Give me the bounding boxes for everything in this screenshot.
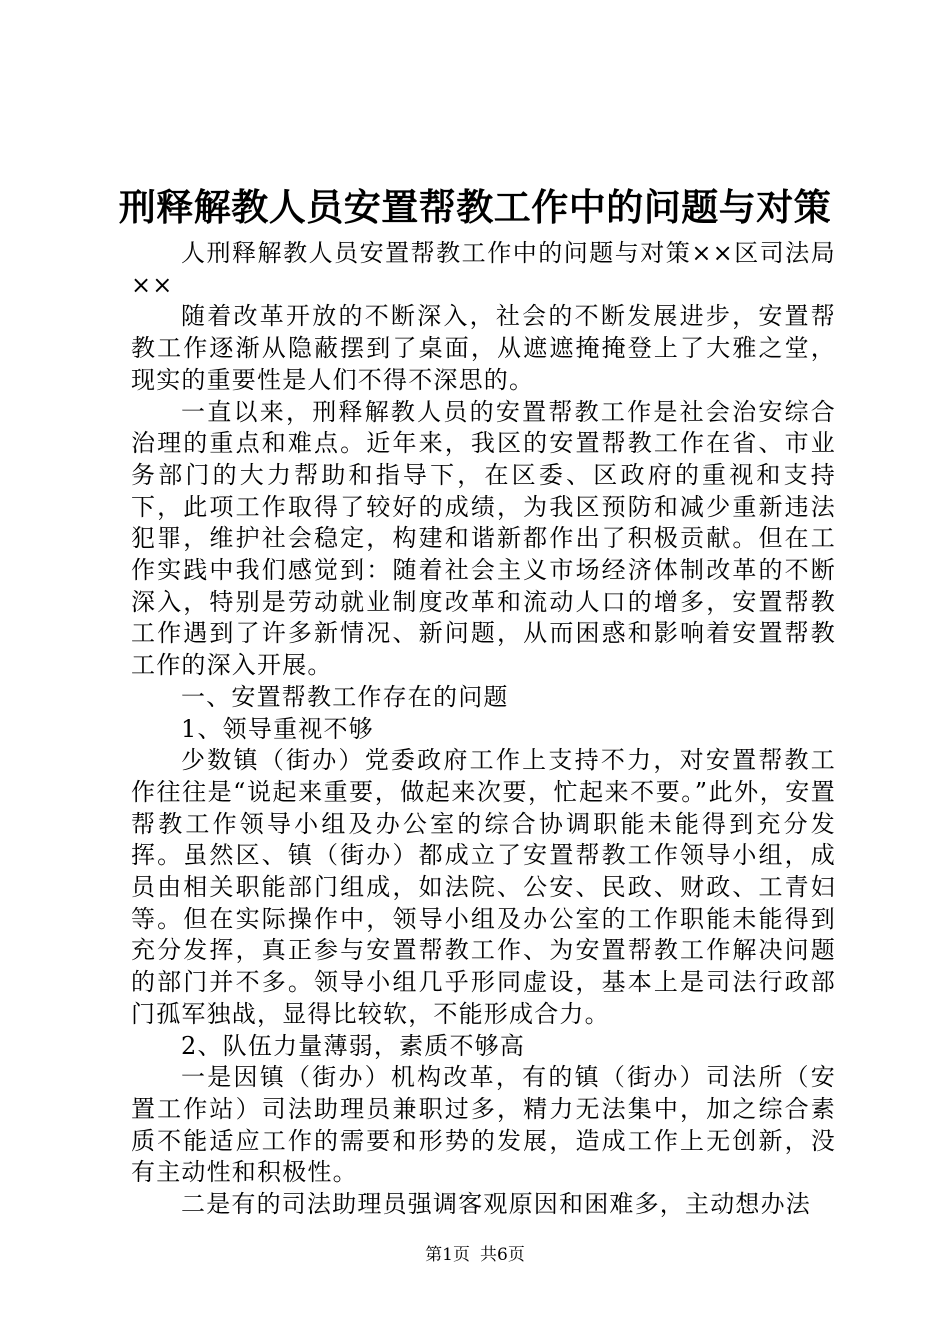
paragraph-leadership: 少数镇（街办）党委政府工作上支持不力，对安置帮教工作往往是“说起来重要，做起来次要，忙起来不要。”此外，安置帮教工作领导小组及办公室的综合协调职能未能得到充分发挥。虽然区、镇（街办）都成立了安置帮教工作领导小组，成员由相关职能部门组成，如法院、公安、民政、财政、工青妇等。但在实际操作中，领导小组及办公室的工作职能未能得到充分发挥，真正参与安置帮教工作、为安置帮教工作解决问题的部门并不多。领导小组几乎形同虚设，基本上是司法行政部门孤军独战，显得比较软，不能形成合力。 xyxy=(131,746,836,1028)
subsection-heading-2: 2、队伍力量薄弱，素质不够高 xyxy=(181,1031,526,1060)
paragraph-staff-1: 一是因镇（街办）机构改革，有的镇（街办）司法所（安置工作站）司法助理员兼职过多，精力无法集中，加之综合素质不能适应工作的需要和形势的发展，造成工作上无创新，没有主动性和积极性。 xyxy=(131,1063,836,1187)
paragraph-background: 一直以来，刑释解教人员的安置帮教工作是社会治安综合治理的重点和难点。近年来，我区的安置帮教工作在省、市业务部门的大力帮助和指导下，在区委、区政府的重视和支持下，此项工作取得了较好的成绩，为我区预防和减少重新违法犯罪，维护社会稳定，构建和谐新都作出了积极贡献。但在工作实践中我们感觉到：随着社会主义市场经济体制改革的不断深入，特别是劳动就业制度改革和流动人口的增多，安置帮教工作遇到了许多新情况、新问题，从而困惑和影响着安置帮教工作的深入开展。 xyxy=(131,397,836,680)
page-footer xyxy=(0,1243,950,1267)
document-body xyxy=(131,238,836,1221)
page-total: 共6页 xyxy=(480,1245,525,1265)
paragraph-staff-2: 二是有的司法助理员强调客观原因和困难多，主动想办法 xyxy=(181,1190,811,1219)
paragraph-source-line: 人刑释解教人员安置帮教工作中的问题与对策××区司法局×× xyxy=(131,239,836,299)
page-number: 第1页 xyxy=(425,1245,470,1265)
paragraph-intro: 随着改革开放的不断深入，社会的不断发展进步，安置帮教工作逐渐从隐蔽摆到了桌面，从遮遮掩掩登上了大雅之堂，现实的重要性是人们不得不深思的。 xyxy=(131,302,836,394)
section-heading: 一、安置帮教工作存在的问题 xyxy=(181,682,509,711)
document-title: 刑释解教人员安置帮教工作中的问题与对策 xyxy=(118,186,832,229)
subsection-heading-1: 1、领导重视不够 xyxy=(181,714,374,743)
